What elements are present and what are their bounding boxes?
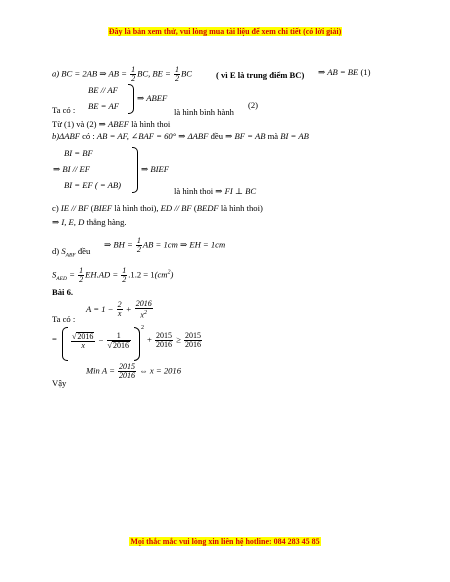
a-rewrite: = [52,334,57,344]
parallelogram-text: là hình bình hành [174,107,234,117]
collinear-line: ⇒ I, E, D thẳng hàng. [52,217,127,227]
because-note: ( vì E là trung điểm BC) [216,70,305,80]
preview-banner [0,27,450,36]
ab-eq-be: ⇒ AB = BE (1) [318,67,371,77]
brace [132,147,138,193]
implies-bief: ⇒ BIEF [141,164,169,174]
hotline-banner [0,537,450,546]
area-aed: $S_{AED}$ = $\frac{1}{2}$ EH.AD = $\frac{1}{2}$ $.1.2 = 1(cm^2)$ [52,266,174,284]
bi-parallel-ef: ⇒ BI // EF [53,164,91,174]
brace [128,84,134,114]
a-definition: A = 1 − $\frac{2}{x}$ + $\frac{2016}{x^2}$ [86,299,152,320]
paren-left [62,327,68,361]
bi-eq-bf: BI = BF [64,148,93,158]
part-b-line: b)ΔABF có : AB = AF, ∠BAF = 60° ⇒ ΔABF đều ⇒ BF = AB mà BI = AB [52,131,309,141]
be-parallel-af: BE // AF [88,85,118,95]
a-rewrite-tail: + $\frac{2015}{2016}$ ≥ $\frac{2015}{2016}$ [147,331,202,349]
implies-abef: ⇒ ABEF [137,93,168,103]
bh-eq: ⇒ BH = $\frac{1}{2}$ AB = 1cm ⇒ EH = 1cm [104,236,226,254]
part-d-line: d) $S_{ABF}$ đều [52,246,91,259]
vay-label: Vậy [52,378,67,388]
paren-right [134,327,140,361]
ref-2: (2) [248,100,259,110]
ta-co-label: Ta có : [52,105,76,115]
hotline-banner-text: Mọi thắc mắc vui lòng xin liên hệ hotline: 084 283 45 85 [130,537,320,546]
square-exp: 2 [141,325,144,331]
a-rewrite-inner: $\frac{√2016}{x}$ − $\frac{1}{√2016}$ [72,331,129,350]
min-a: Min A = $\frac{2015}{2016}$ ⇔ x = 2016 [86,362,182,380]
rhombus-perp: là hình thoi ⇒ FI ⊥ BC [174,186,257,196]
be-eq-af: BE = AF [88,101,119,111]
preview-banner-text: Đây là bản xem thử, vui lòng mua tài liệu để xem chi tiết (có lời giải) [108,27,342,36]
bi-eq-ef: BI = EF ( = AB) [64,180,122,190]
bai-6-heading: Bài 6. [52,287,74,297]
conclusion-rhombus: Từ (1) và (2) ⇒ ABEF là hình thoi [52,119,171,129]
ta-co-label-2: Ta có : [52,314,76,324]
part-c-line: c) IE // BF (BIEF là hình thoi), ED // BF (BEDF là hình thoi) [52,203,263,213]
part-a-line: a) BC = 2AB ⇒ AB = $\frac{1}{2}$ BC, BE = $\frac{1}{2}$ BC [52,65,192,83]
